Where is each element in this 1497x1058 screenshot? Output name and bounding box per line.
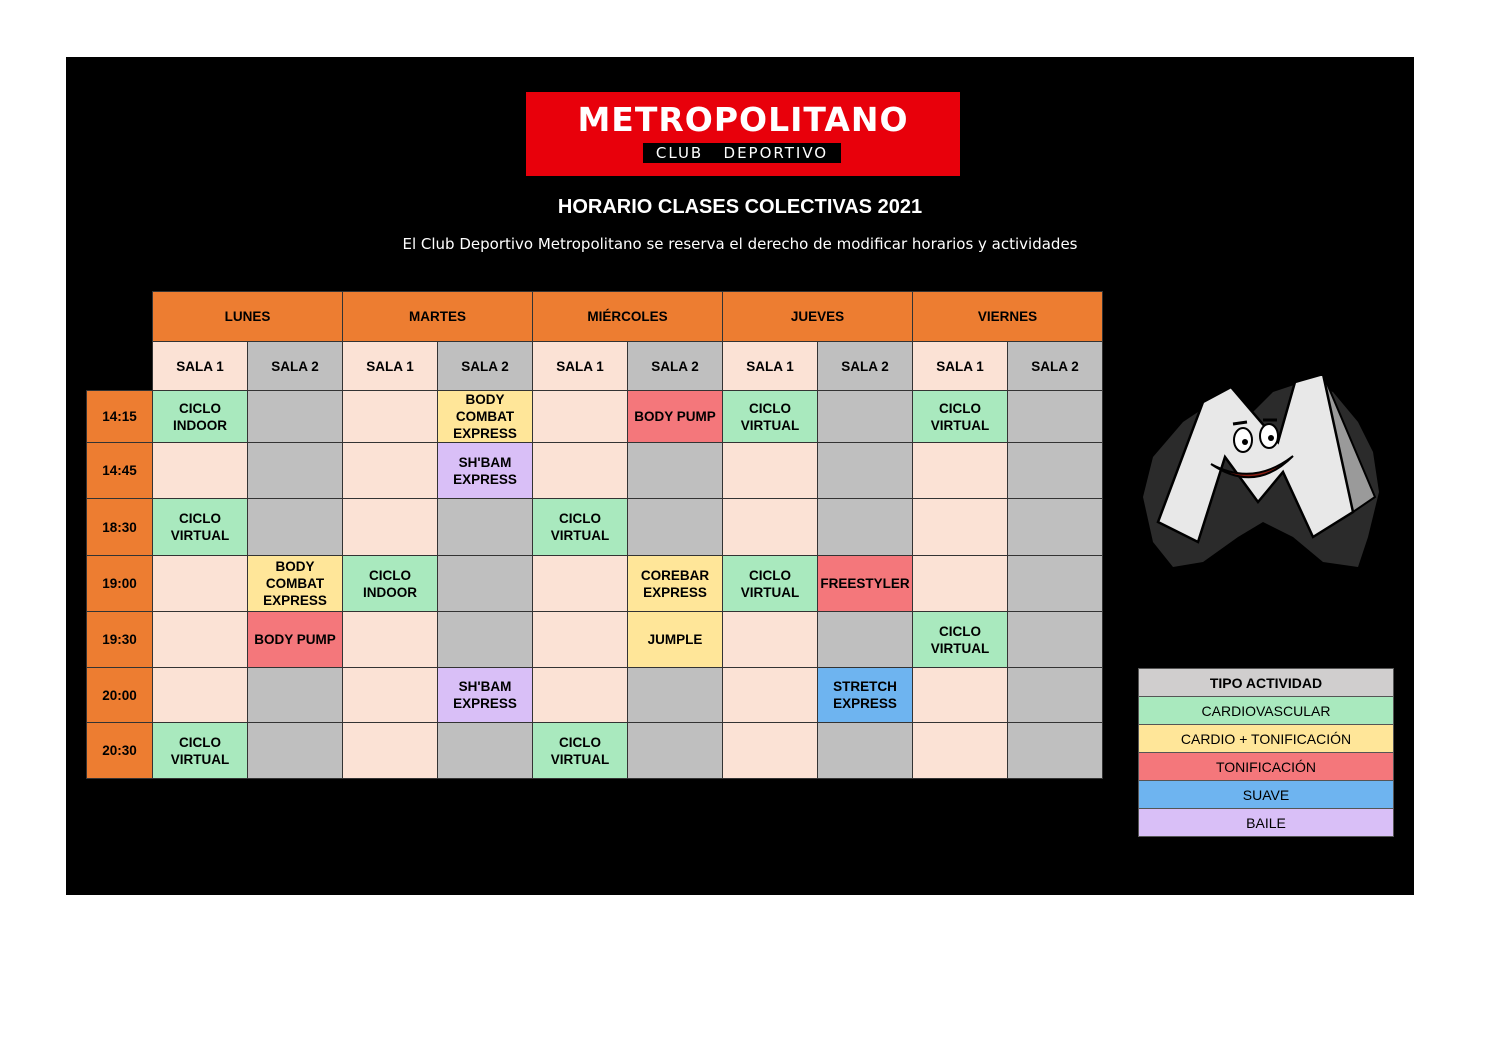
class-cell	[913, 443, 1008, 499]
legend-item-baile: BAILE	[1139, 809, 1394, 837]
room-header: SALA 2	[628, 342, 723, 391]
class-cell	[343, 443, 438, 499]
day-header: JUEVES	[723, 292, 913, 342]
table-row	[87, 391, 1103, 443]
legend-item-cardiovascular: CARDIOVASCULAR	[1139, 697, 1394, 725]
class-cell	[248, 723, 343, 779]
page-title: HORARIO CLASES COLECTIVAS 2021	[557, 196, 923, 218]
class-cell	[723, 443, 818, 499]
class-cell	[153, 556, 248, 612]
class-cell	[1008, 391, 1103, 443]
class-cell	[248, 668, 343, 723]
class-cell: FREESTYLER	[818, 556, 913, 612]
class-cell	[913, 723, 1008, 779]
time-cell: 20:30	[87, 723, 153, 779]
class-cell	[1008, 612, 1103, 668]
class-cell	[438, 499, 533, 556]
day-header: MIÉRCOLES	[533, 292, 723, 342]
notice-text: El Club Deportivo Metropolitano se reserva el derecho de modificar horarios y actividades	[402, 235, 1078, 253]
time-cell: 19:30	[87, 612, 153, 668]
class-cell	[533, 443, 628, 499]
class-cell	[913, 499, 1008, 556]
class-cell	[1008, 556, 1103, 612]
table-row	[87, 723, 1103, 779]
class-cell: BODY PUMP	[248, 612, 343, 668]
mascot-brow-left	[1233, 422, 1247, 424]
mascot-pupil-right	[1268, 435, 1274, 441]
class-cell	[343, 668, 438, 723]
class-cell	[438, 612, 533, 668]
class-cell: CICLO INDOOR	[153, 391, 248, 443]
logo-name: METROPOLITANO	[577, 100, 909, 139]
legend-title: TIPO ACTIVIDAD	[1139, 669, 1394, 697]
class-cell: CICLO VIRTUAL	[723, 556, 818, 612]
corner-cell	[87, 342, 153, 391]
schedule-poster	[66, 57, 1414, 895]
table-row	[87, 443, 1103, 499]
room-header: SALA 1	[723, 342, 818, 391]
class-cell	[818, 612, 913, 668]
time-cell: 14:15	[87, 391, 153, 443]
room-header: SALA 2	[1008, 342, 1103, 391]
class-cell	[818, 443, 913, 499]
table-row	[87, 668, 1103, 723]
class-cell	[913, 556, 1008, 612]
class-cell	[343, 723, 438, 779]
class-cell: BODY PUMP	[628, 391, 723, 443]
class-cell	[818, 391, 913, 443]
class-cell: CICLO VIRTUAL	[533, 723, 628, 779]
room-header: SALA 1	[153, 342, 248, 391]
class-cell	[723, 612, 818, 668]
time-cell: 19:00	[87, 556, 153, 612]
class-cell	[913, 668, 1008, 723]
activity-legend	[1138, 668, 1394, 837]
class-cell	[153, 443, 248, 499]
day-header: VIERNES	[913, 292, 1103, 342]
class-cell	[248, 443, 343, 499]
class-cell	[438, 556, 533, 612]
class-cell	[818, 723, 913, 779]
class-cell	[628, 668, 723, 723]
class-cell: BODY COMBAT EXPRESS	[438, 391, 533, 443]
table-row	[87, 556, 1103, 612]
mascot-pupil-left	[1242, 439, 1248, 445]
class-cell	[153, 612, 248, 668]
time-cell: 14:45	[87, 443, 153, 499]
class-cell	[1008, 443, 1103, 499]
class-cell	[343, 391, 438, 443]
class-cell: CICLO VIRTUAL	[153, 723, 248, 779]
class-cell: CICLO VIRTUAL	[153, 499, 248, 556]
class-cell	[533, 668, 628, 723]
room-header: SALA 1	[343, 342, 438, 391]
time-cell: 18:30	[87, 499, 153, 556]
class-cell	[628, 723, 723, 779]
corner-cell	[87, 292, 153, 342]
club-logo	[526, 92, 960, 176]
table-row	[87, 612, 1103, 668]
mascot-illustration	[1143, 362, 1379, 572]
legend-item-tonificacion: TONIFICACIÓN	[1139, 753, 1394, 781]
class-cell: CICLO VIRTUAL	[533, 499, 628, 556]
time-cell: 20:00	[87, 668, 153, 723]
room-header: SALA 1	[533, 342, 628, 391]
class-cell: COREBAR EXPRESS	[628, 556, 723, 612]
class-cell: SH'BAM EXPRESS	[438, 668, 533, 723]
class-cell	[438, 723, 533, 779]
class-cell	[1008, 499, 1103, 556]
class-cell: SH'BAM EXPRESS	[438, 443, 533, 499]
class-cell	[723, 499, 818, 556]
day-header: LUNES	[153, 292, 343, 342]
table-row	[87, 499, 1103, 556]
class-cell: CICLO INDOOR	[343, 556, 438, 612]
legend-item-suave: SUAVE	[1139, 781, 1394, 809]
class-cell	[628, 443, 723, 499]
class-cell	[723, 668, 818, 723]
class-cell: BODY COMBAT EXPRESS	[248, 556, 343, 612]
room-header: SALA 2	[248, 342, 343, 391]
room-header: SALA 2	[438, 342, 533, 391]
class-cell: JUMPLE	[628, 612, 723, 668]
class-cell	[343, 612, 438, 668]
class-cell: CICLO VIRTUAL	[913, 391, 1008, 443]
class-cell: CICLO VIRTUAL	[723, 391, 818, 443]
legend-item-cardio-tonificacion: CARDIO + TONIFICACIÓN	[1139, 725, 1394, 753]
class-cell	[533, 556, 628, 612]
class-cell	[1008, 668, 1103, 723]
class-cell	[1008, 723, 1103, 779]
schedule-table	[86, 291, 1103, 779]
class-cell	[533, 612, 628, 668]
class-cell: STRETCH EXPRESS	[818, 668, 913, 723]
class-cell	[343, 499, 438, 556]
logo-subtitle: CLUB DEPORTIVO	[643, 143, 841, 163]
class-cell	[153, 668, 248, 723]
class-cell	[533, 391, 628, 443]
class-cell: CICLO VIRTUAL	[913, 612, 1008, 668]
class-cell	[628, 499, 723, 556]
room-header: SALA 2	[818, 342, 913, 391]
day-header: MARTES	[343, 292, 533, 342]
class-cell	[818, 499, 913, 556]
class-cell	[248, 391, 343, 443]
class-cell	[248, 499, 343, 556]
class-cell	[723, 723, 818, 779]
room-header: SALA 1	[913, 342, 1008, 391]
